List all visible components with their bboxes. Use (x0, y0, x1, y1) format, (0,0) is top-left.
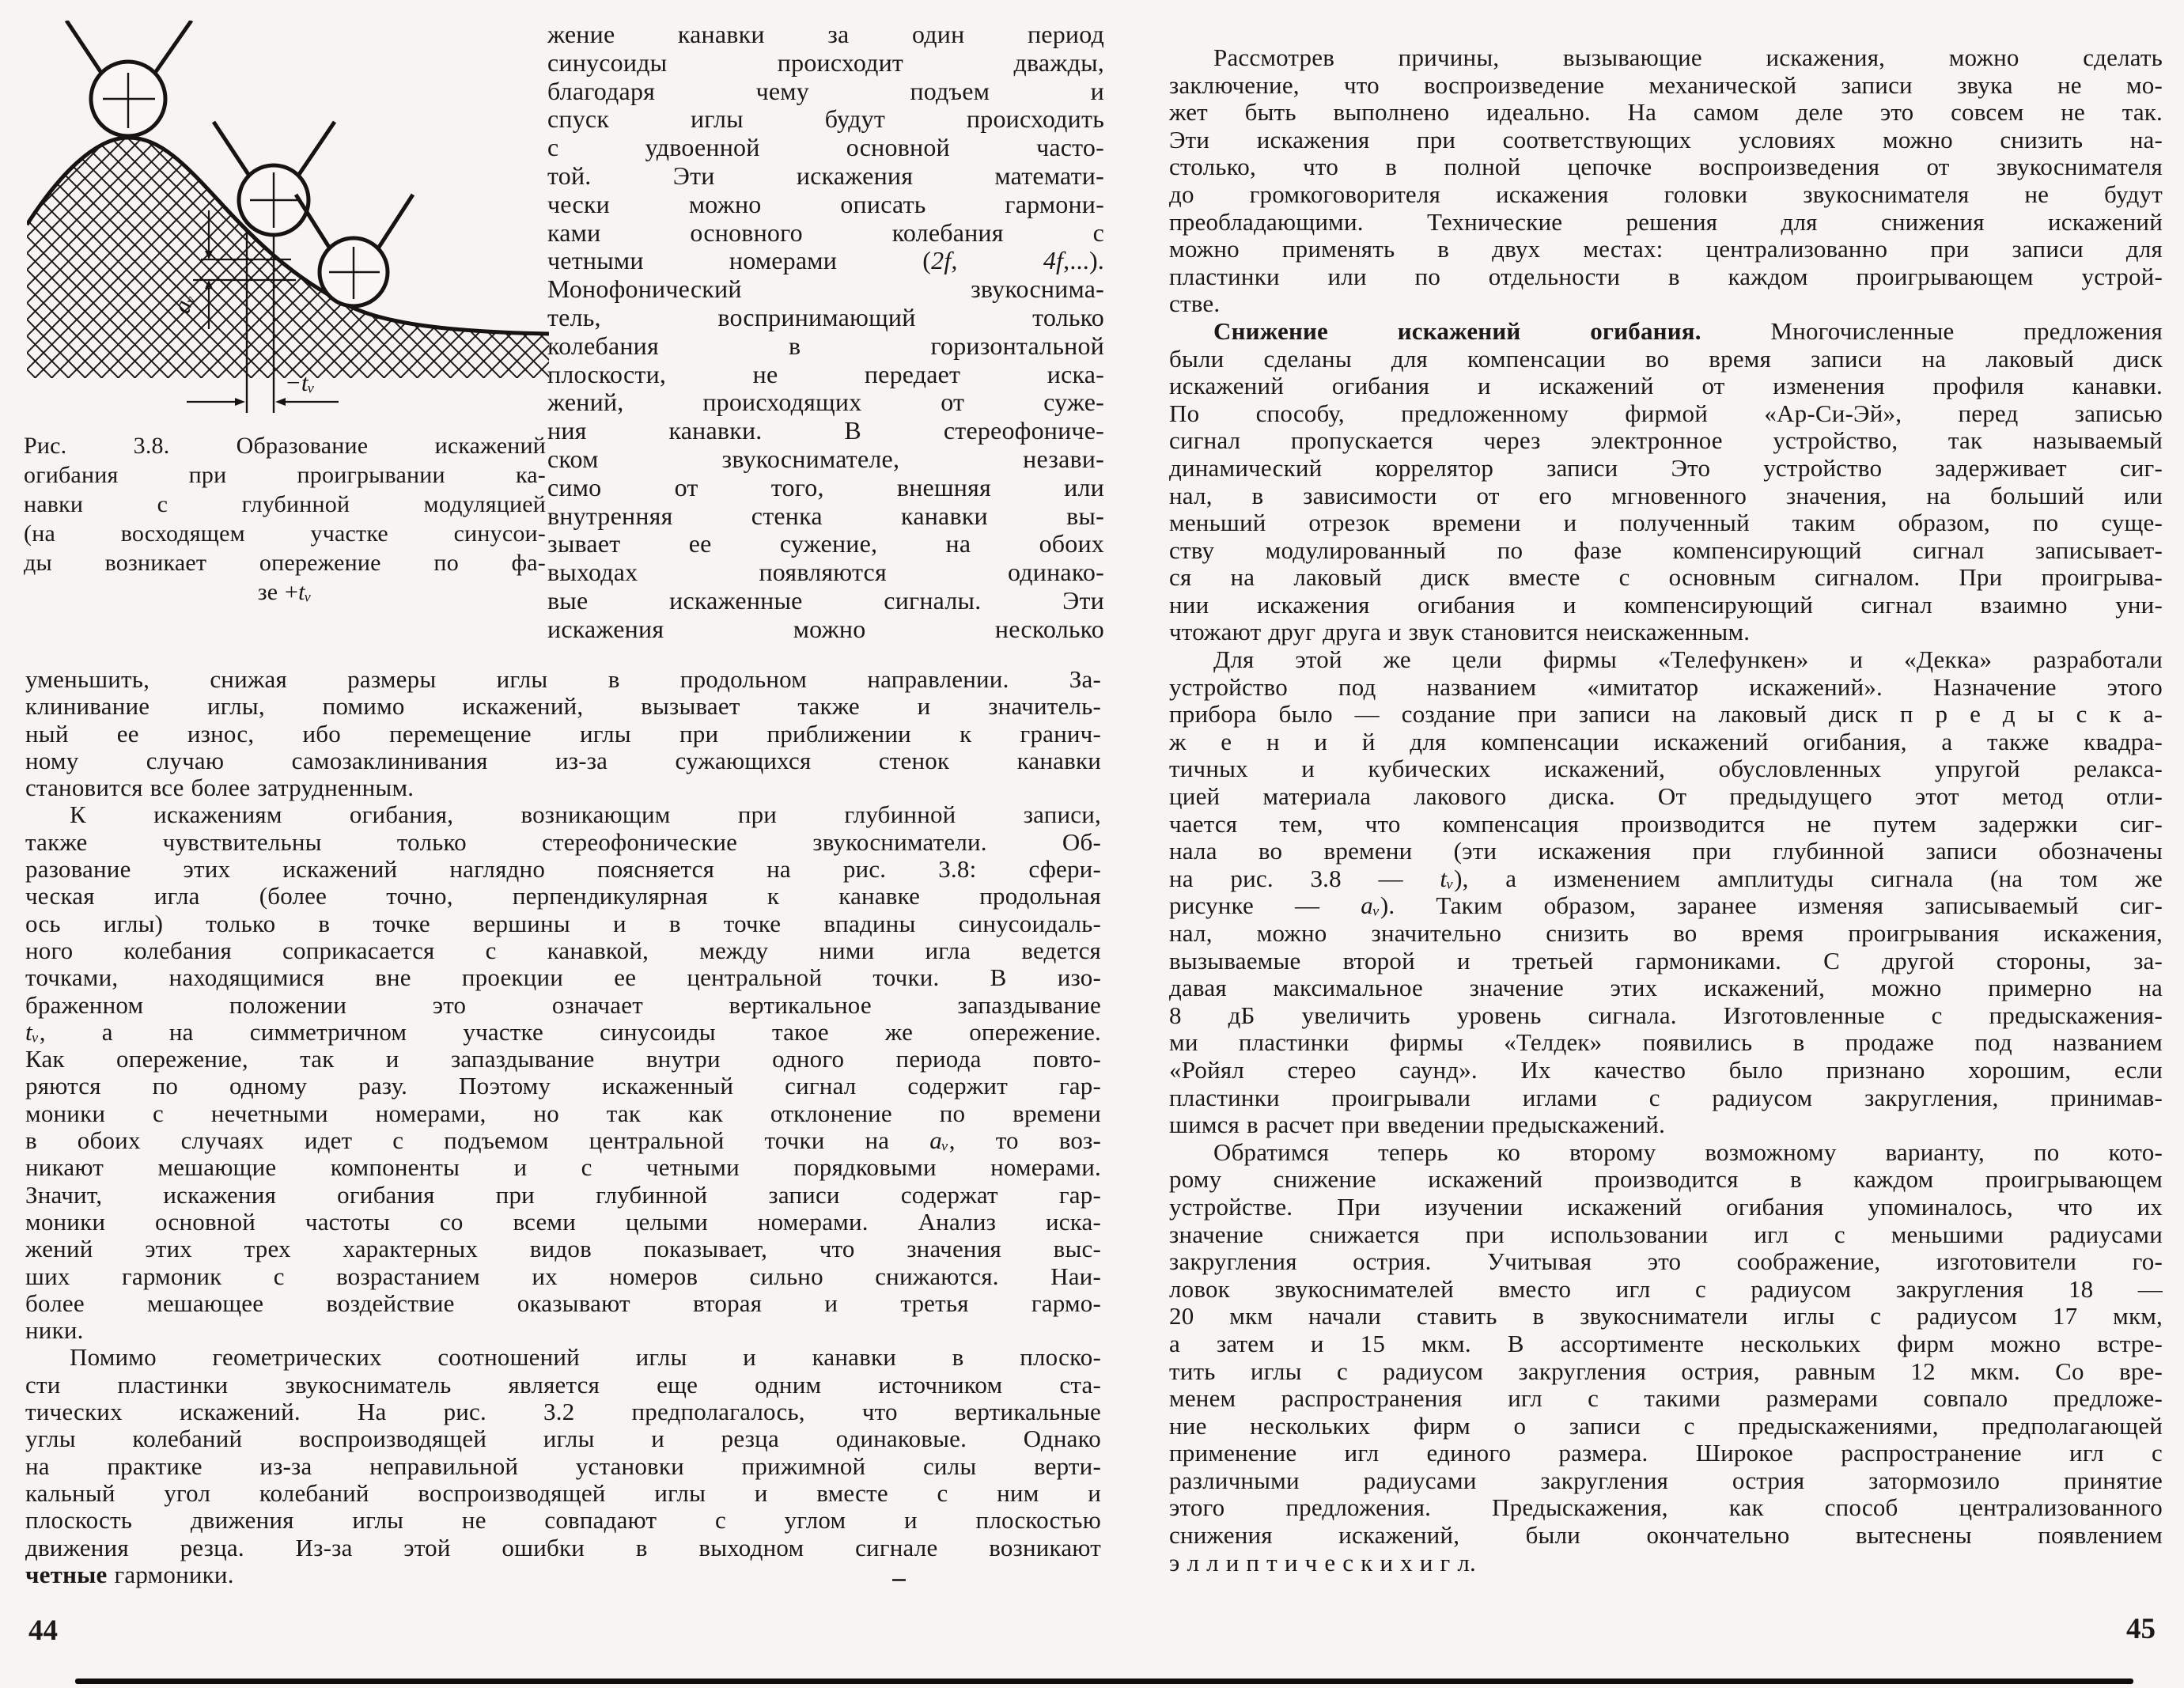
text-line: на практике из-за неправильной установки прижимной силы верти- (25, 1451, 1101, 1480)
text-line: жение канавки за один период (547, 20, 1104, 48)
text-line: Для этой же цели фирмы «Телефункен» и «Декка» разработали (1213, 645, 2163, 674)
text-line: ж е н и й для компенсации искажений огибания, а также квадра- (1169, 727, 2163, 755)
text-line: заключение, что воспроизведение механической записи звука не мо- (1169, 70, 2163, 99)
tv-label: −tᵥ (285, 369, 316, 396)
text-line: 8 дБ увеличить уровень сигнала. Изготовленные с предыскажения- (1169, 1001, 2163, 1029)
text-line: нал, можно значительно снизить во время проигрывания искажения, (1169, 919, 2163, 947)
text-line: моники с нечетными номерами, но так как отклонение по времени (25, 1099, 1101, 1127)
text-line: «Ройял стерео саунд». Их качество было признано хорошим, если (1169, 1055, 2163, 1084)
text-line: более мешающее воздействие оказывают вторая и третья гармо- (25, 1289, 1101, 1317)
text-line: столько, что в полной цепочке воспроизведения от звукоснимателя (1169, 153, 2163, 181)
text-line: тичных и кубических искажений, обусловленных упругой релакса- (1169, 755, 2163, 783)
text-line: ших гармоник с возрастанием их номеров сильно снижаются. Наи- (25, 1262, 1101, 1290)
text-line: Помимо геометрических соотношений иглы и канавки в плоско- (70, 1343, 1101, 1372)
text-line: (на восходящем участке синусои- (24, 520, 546, 547)
text-line: можно применять в двух местах: централизованно при записи для (1169, 235, 2163, 263)
scan-edge-artifact (75, 1679, 2133, 1684)
tv-arrow-right (235, 398, 245, 406)
text-line: клинивание иглы, помимо искажений, вызывает также и значитель- (25, 692, 1101, 721)
text-line: ческая игла (более точно, перпендикулярная к канавке продольная (25, 882, 1101, 910)
text-line: различными радиусами закругления острия затормозило принятие (1169, 1466, 2163, 1494)
text-line: вые искаженные сигналы. Эти (547, 585, 1104, 615)
text-line: динамический коррелятор записи Это устройство задерживает сиг- (1169, 453, 2163, 482)
text-line: спуск иглы будут происходить (547, 104, 1104, 134)
text-line: пластинки или по отдельности в каждом проигрывающем устрой- (1169, 262, 2163, 290)
left-page-text-column (547, 21, 1104, 644)
text-line: браженном положении это означает вертикальное запаздывание (25, 990, 1101, 1019)
text-line: жений, происходящих от суже- (547, 388, 1104, 417)
text-line: также чувствительны только стереофонические звукосниматели. Об- (25, 827, 1101, 856)
text-line: нал, в зависимости от его мгновенного значения, на больший или (1169, 481, 2163, 509)
text-line: тель, воспринимающий только (547, 302, 1104, 331)
text-line: ловок звукоснимателей вместо игл с радиусом закругления 18 — (1169, 1274, 2163, 1303)
text-line: значение снижается при использовании игл с меньшими радиусами (1169, 1220, 2163, 1248)
text-line: синусоиды происходит дважды, (547, 47, 1104, 77)
text-line: нала во времени (эти искажения при глубинной записи обозначены (1169, 837, 2163, 865)
text-line: навки с глубинной модуляцией (24, 491, 546, 517)
text-line: были сделаны для компенсации во время записи на лаковый диск (1169, 344, 2163, 373)
text-line: К искажениям огибания, возникающим при глубинной записи, (70, 800, 1101, 829)
text-line: этого предложения. Предыскажения, как способ централизованного (1169, 1493, 2163, 1522)
text-line: зе +tᵥ (257, 579, 312, 605)
text-line: углы колебаний воспроизводящей иглы и резца одинаковые. Однако (25, 1425, 1101, 1453)
text-line: менем распространения игл с такими размерами совпало предложе- (1169, 1384, 2163, 1413)
text-line: искажения можно несколько (547, 614, 1104, 643)
text-line: четные гармоники. (25, 1560, 234, 1588)
figure-caption (24, 431, 546, 607)
left-page-body-text (25, 666, 1101, 1588)
text-line: сти пластинки звукосниматель является еще одним источником ста- (25, 1370, 1101, 1398)
text-line: ники. (25, 1316, 84, 1345)
text-line: цией материала лакового диска. От предыдущего этот метод отли- (1169, 782, 2163, 811)
text-line: закругления острия. Учитывая это соображение, изготовители го- (1169, 1247, 2163, 1276)
text-line: становится все более затрудненным. (25, 774, 414, 802)
text-line: ды возникает опережение по фа- (24, 550, 546, 576)
text-line: Как опережение, так и запаздывание внутри одного периода повто- (25, 1045, 1101, 1073)
figure-3-8 (27, 21, 549, 416)
text-line: шимся в расчет при введении предыскажений. (1169, 1111, 1666, 1139)
text-line: тить иглы с радиусом закругления острия, равным 12 мкм. Со вре- (1169, 1357, 2163, 1385)
groove-needle-diagram (27, 21, 549, 416)
text-line: применение игл единого размера. Широкое распространение игл с (1169, 1439, 2163, 1467)
text-line: tᵥ, а на симметричном участке синусоиды такое же опережение. (25, 1017, 1101, 1046)
text-line: вызываемые второй и третьей гармониками. С другой стороны, за- (1169, 946, 2163, 975)
text-line: устройстве. При изучении искажений огибания упоминалось, что их (1169, 1192, 2163, 1221)
text-line: моники основной частоты со всеми целыми номерами. Анализ иска- (25, 1207, 1101, 1236)
text-line: выходах появляются одинако- (547, 558, 1104, 587)
av-label: aᵥ (167, 290, 200, 317)
text-line: ния канавки. В стереофониче- (547, 416, 1104, 445)
text-line: ному случаю самозаклинивания из-за сужающихся стенок канавки (25, 746, 1101, 774)
text-line: до громкоговорителя искажения головки звукоснимателя не будут (1169, 180, 2163, 208)
text-line: никают мешающие компоненты и с четными порядковыми номерами. (25, 1153, 1101, 1182)
page-number-45: 45 (2126, 1613, 2156, 1645)
text-line: Обратимся теперь ко второму возможному варианту, по кото- (1213, 1137, 2163, 1166)
text-line: Монофонический звукоснима- (547, 274, 1104, 304)
text-line: разование этих искажений наглядно поясняется на рис. 3.8: сфери- (25, 855, 1101, 884)
text-line: преобладающими. Технические решения для снижения искажений (1169, 207, 2163, 236)
text-line: а затем и 15 мкм. В ассортименте нескольких фирм можно встре- (1169, 1329, 2163, 1357)
text-line: искажений огибания и искажений от изменения профиля канавки. (1169, 372, 2163, 400)
text-line: чтожают друг друга и звук становится неискаженным. (1169, 618, 1751, 646)
text-line: колебания в горизонтальной (547, 331, 1104, 360)
text-line: пластинки проигрывали иглами с радиусом закругления, принимав- (1169, 1083, 2163, 1111)
text-line: Рис. 3.8. Образование искажений (24, 433, 546, 459)
text-line: меньший отрезок времени и полученный таким образом, по суще- (1169, 509, 2163, 537)
scan-dash-artifact (892, 1579, 906, 1581)
text-line: ние нескольких фирм о записи с предыскажениями, предполагающей (1169, 1411, 2163, 1440)
text-line: сигнал пропускается через электронное устройство, так называемый (1169, 426, 2163, 455)
text-line: благодаря чему подъем и (547, 76, 1104, 105)
text-line: ряются по одному разу. Поэтому искаженный сигнал содержит гар- (25, 1072, 1101, 1100)
text-line: 20 мкм начали ставить в звукосниматели иглы с радиусом 17 мкм, (1169, 1302, 2163, 1330)
text-line: давая максимальное значение этих искажений, можно примерно на (1169, 974, 2163, 1002)
text-line: ся на лаковый диск вместе с основным сигналом. При проигрыва- (1169, 563, 2163, 592)
text-line: тических искажений. На рис. 3.2 предполагалось, что вертикальные (25, 1398, 1101, 1426)
text-line: рисунке — aᵥ). Таким образом, заранее изменяя записываемый сиг- (1169, 891, 2163, 920)
book-page-right (1131, 0, 2184, 1688)
text-line: стве. (1169, 290, 1221, 318)
text-line: снижения искажений, были окончательно вытеснены появлением (1169, 1521, 2163, 1550)
text-line: жений этих трех характерных видов показывает, что значения выс- (25, 1235, 1101, 1263)
text-line: Эти искажения при соответствующих условиях можно снизить на- (1169, 125, 2163, 153)
text-line: ми пластинки фирмы «Телдек» появились в продаже под названием (1169, 1028, 2163, 1057)
text-line: ском звукоснимателе, незави- (547, 444, 1104, 473)
text-line: чается тем, что компенсация производится не путем задержки сиг- (1169, 809, 2163, 838)
text-line: четными номерами (2f, 4f,...). (547, 246, 1105, 275)
text-line: э л л и п т и ч е с к и х и г л. (1169, 1548, 1476, 1576)
text-line: с удвоенной основной часто- (547, 133, 1104, 162)
right-page-body-text (1169, 44, 2163, 1576)
text-line: внутренняя стенка канавки вы- (547, 501, 1104, 530)
page-number-44: 44 (28, 1614, 58, 1647)
text-line: ству модулированный по фазе компенсирующий сигнал записывает- (1169, 536, 2163, 564)
text-line: ками основного колебания с (547, 218, 1104, 247)
text-line: уменьшить, снижая размеры иглы в продольном направлении. За- (25, 665, 1101, 693)
text-line: Снижение искажений огибания. Многочисленные предложения (1213, 316, 2163, 345)
text-line: огибания при проигрывании ка- (24, 462, 546, 488)
text-line: плоскость движения иглы не совпадают с углом и плоскостью (25, 1506, 1101, 1535)
text-line: симо от того, внешняя или (547, 472, 1104, 501)
text-line: ный ее износ, ибо перемещение иглы при приближении к гранич- (25, 719, 1101, 747)
text-line: устройство под названием «имитатор искажений». Назначение этого (1169, 672, 2163, 701)
text-line: кальный угол колебаний воспроизводящей иглы и вместе с ним и (25, 1478, 1101, 1507)
text-line: нии искажения огибания и компенсирующий сигнал взаимно уни- (1169, 590, 2163, 619)
text-line: зывает ее сужение, на обоих (547, 529, 1104, 558)
text-line: плоскости, не передает иска- (547, 359, 1104, 388)
tv-arrow-left (275, 398, 286, 406)
needle-tip-crest (66, 21, 191, 136)
text-line: той. Эти искажения математи- (547, 161, 1104, 190)
text-line: рому снижение искажений производится в каждом проигрывающем (1169, 1165, 2163, 1194)
text-line: Рассмотрев причины, вызывающие искажения, можно сделать (1213, 44, 2163, 71)
text-line: ного колебания соприкасается с канавкой, между ними игла ведется (25, 936, 1101, 964)
text-line: ось иглы) только в точке вершины и в точке впадины синусоидаль- (25, 909, 1101, 937)
text-line: движения резца. Из-за этой ошибки в выходном сигнале возникают (25, 1533, 1101, 1561)
text-line: Значит, искажения огибания при глубинной записи содержат гар- (25, 1180, 1101, 1209)
text-line: точками, находящимися вне проекции ее центральной точки. В изо- (25, 963, 1101, 992)
text-line: в обоих случаях идет с подъемом центральной точки на aᵥ, то воз- (25, 1126, 1101, 1155)
text-line: чески можно описать гармони- (547, 189, 1104, 218)
text-line: на рис. 3.8 — tᵥ), а изменением амплитуды сигнала (на том же (1169, 864, 2163, 892)
text-line: жет быть выполнено идеально. На самом деле это совсем не так. (1169, 98, 2163, 127)
text-line: прибора было — создание при записи на лаковый диск п р е д ы с к а- (1169, 700, 2163, 729)
text-line: По способу, предложенному фирмой «Ар-Си-Эй», перед записью (1169, 399, 2163, 427)
